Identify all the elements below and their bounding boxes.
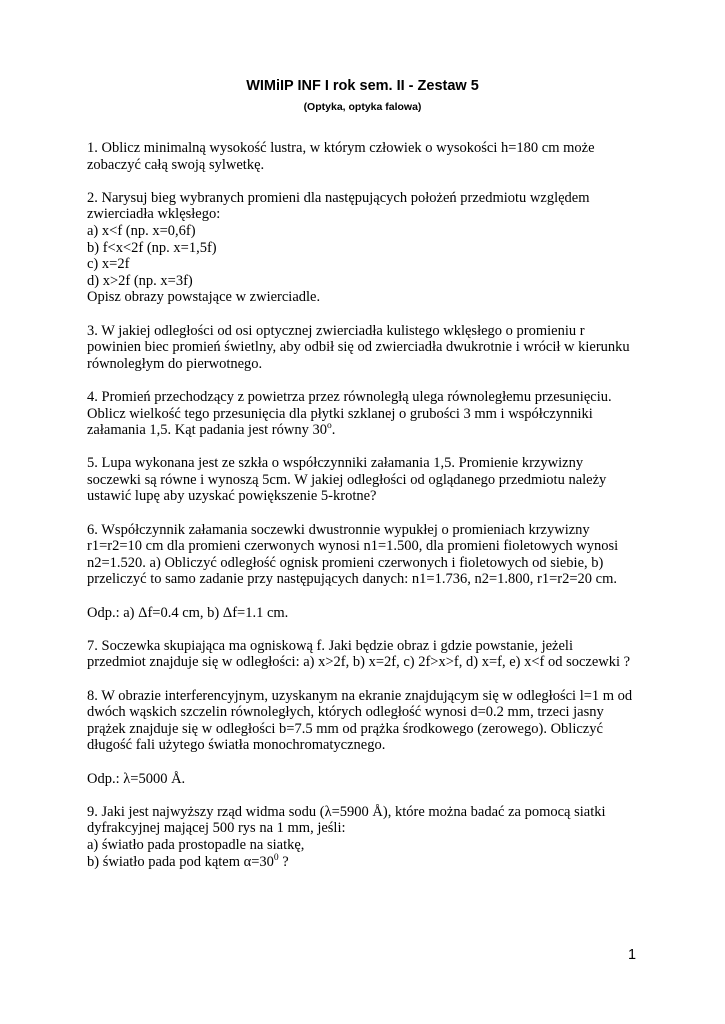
problem-line: 4. Promień przechodzący z powietrza przez równoległą ulega równoległemu przesunięciu. bbox=[87, 388, 612, 405]
document-title: WIMiIP INF I rok sem. II - Zestaw 5 bbox=[246, 78, 479, 94]
problem-line: równoległym do pierwotnego. bbox=[87, 355, 263, 372]
problem-text: b) światło pada pod kątem α=30 bbox=[87, 853, 274, 870]
problem-text: . bbox=[331, 422, 336, 439]
problem-line: dwóch wąskich szczelin równoległych, których odległość wynosi d=0.2 mm, trzeci jasny bbox=[87, 704, 604, 721]
problem-9 bbox=[87, 804, 687, 870]
problem-5 bbox=[87, 455, 687, 505]
problem-line: soczewki są równe i wynoszą 5cm. W jakiej odległości od oglądanego przedmiotu należy bbox=[87, 471, 607, 488]
problem-line: przedmiot znajduje się w odległości: a) x>2f, b) x=2f, c) 2f>x>f, d) x=f, e) x<f od soczewki ? bbox=[87, 654, 631, 671]
problem-line: długość fali użytego światła monochromatycznego. bbox=[87, 737, 386, 754]
problem-6-answer bbox=[87, 605, 687, 622]
problem-line: 3. W jakiej odległości od osi optycznej zwierciadła kulistego wklęsłego o promieniu r bbox=[87, 322, 585, 339]
document-subtitle: (Optyka, optyka falowa) bbox=[303, 101, 422, 113]
problem-line: przeliczyć to samo zadanie przy następujących danych: n1=1.736, n2=1.800, r1=r2=20 cm. bbox=[87, 571, 617, 588]
problem-item-b: b) f<x<2f (np. x=1,5f) bbox=[87, 239, 217, 256]
problem-text: ? bbox=[278, 853, 289, 870]
answer-text: Odp.: λ=5000 Å. bbox=[87, 770, 186, 787]
problem-line: prążek znajduje się w odległości b=7.5 mm od prążka środkowego (zerowego). Obliczyć bbox=[87, 720, 603, 737]
problem-8-answer bbox=[87, 771, 687, 788]
problem-text: załamania 1,5. Kąt padania jest równy 30 bbox=[87, 422, 327, 439]
problem-list bbox=[87, 140, 687, 887]
problem-line: Opisz obrazy powstające w zwierciadle. bbox=[87, 289, 321, 306]
problem-line: ustawić lupę aby uzyskać powiększenie 5-krotne? bbox=[87, 488, 377, 505]
problem-item-b bbox=[87, 854, 687, 871]
problem-1 bbox=[87, 140, 687, 173]
problem-2 bbox=[87, 190, 687, 306]
problem-line: 7. Soczewka skupiająca ma ogniskową f. Jaki będzie obraz i gdzie powstanie, jeżeli bbox=[87, 637, 573, 654]
problem-line: n2=1.520. a) Obliczyć odległość ognisk promieni czerwonych i fioletowych od siebie, b) bbox=[87, 554, 604, 571]
problem-item-d: d) x>2f (np. x=3f) bbox=[87, 272, 193, 289]
degree-superscript: o bbox=[326, 421, 332, 432]
problem-line: zwierciadła wklęsłego: bbox=[87, 206, 221, 223]
problem-line: Oblicz wielkość tego przesunięcia dla płytki szklanej o grubości 3 mm i współczynniki bbox=[87, 405, 593, 422]
problem-line: 5. Lupa wykonana jest ze szkła o współczynniki załamania 1,5. Promienie krzywizny bbox=[87, 455, 584, 472]
problem-8 bbox=[87, 688, 687, 754]
problem-item-a: a) x<f (np. x=0,6f) bbox=[87, 222, 196, 239]
problem-6 bbox=[87, 522, 687, 588]
problem-line: 9. Jaki jest najwyższy rząd widma sodu (λ=5900 Å), które można badać za pomocą siatki bbox=[87, 803, 606, 820]
problem-item-a: a) światło pada prostopadle na siatkę, bbox=[87, 836, 305, 853]
problem-line: 2. Narysuj bieg wybranych promieni dla następujących położeń przedmiotu względem bbox=[87, 189, 590, 206]
degree-superscript: 0 bbox=[273, 852, 279, 863]
problem-line-with-superscript bbox=[87, 422, 687, 439]
problem-line: 6. Współczynnik załamania soczewki dwustronnie wypukłej o promieniach krzywizny bbox=[87, 521, 590, 538]
problem-4 bbox=[87, 389, 687, 439]
answer-text: Odp.: a) Δf=0.4 cm, b) Δf=1.1 cm. bbox=[87, 604, 289, 621]
problem-line: r1=r2=10 cm dla promieni czerwonych wynosi n1=1.500, dla promieni fioletowych wynosi bbox=[87, 538, 619, 555]
problem-line: powinien biec promień świetlny, aby odbił się od zwierciadła dwukrotnie i wrócił w kierunku bbox=[87, 339, 630, 356]
problem-line: 1. Oblicz minimalną wysokość lustra, w którym człowiek o wysokości h=180 cm może bbox=[87, 140, 595, 156]
page-number: 1 bbox=[628, 947, 637, 963]
problem-line: 8. W obrazie interferencyjnym, uzyskanym na ekranie znajdującym się w odległości l=1 m od bbox=[87, 687, 633, 704]
problem-item-c: c) x=2f bbox=[87, 256, 130, 273]
problem-line: zobaczyć całą swoją sylwetkę. bbox=[87, 156, 265, 173]
problem-3 bbox=[87, 323, 687, 373]
problem-line: dyfrakcyjnej mającej 500 rys na 1 mm, jeśli: bbox=[87, 820, 346, 837]
problem-7 bbox=[87, 638, 687, 671]
